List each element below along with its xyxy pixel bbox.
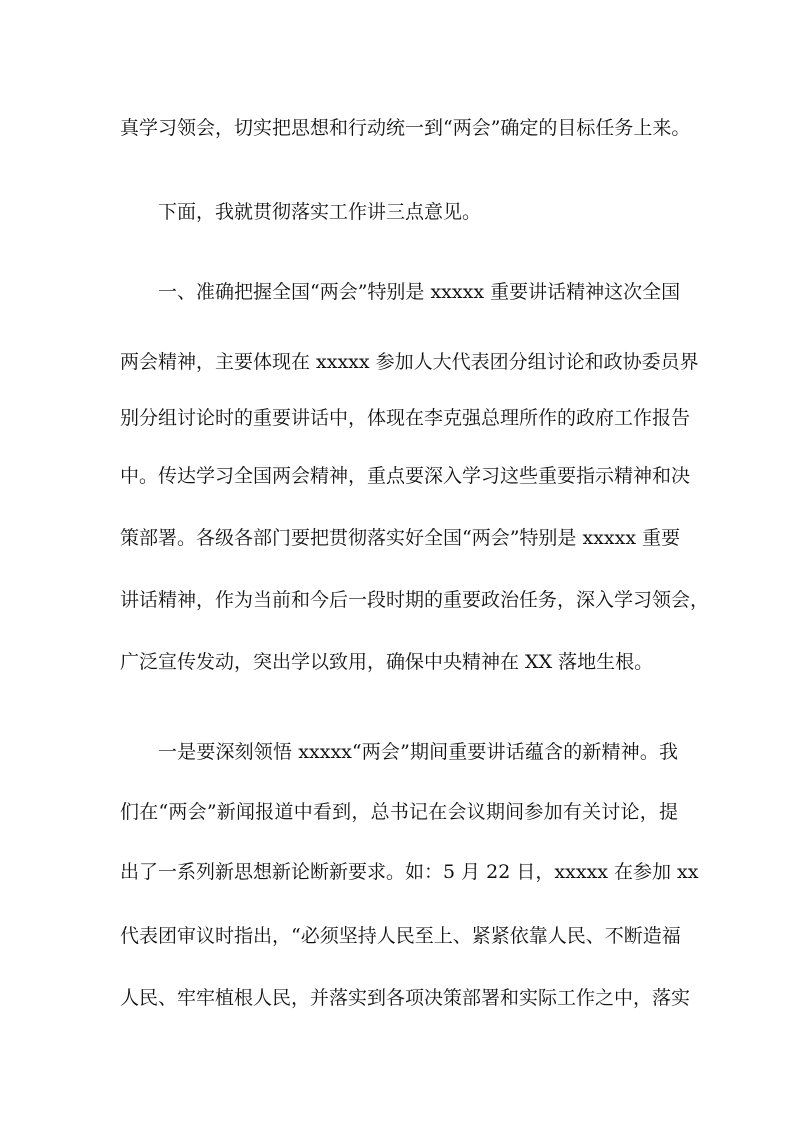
section-heading-line: 一、准确把握全国“两会”特别是 xxxxx 重要讲话精神这次全国 (158, 281, 681, 303)
body-text-line: 两会精神，主要体现在 xxxxx 参加人大代表团分组讨论和政协委员界 (120, 351, 699, 373)
body-text-line: 广泛宣传发动，突出学以致用，确保中央精神在 XX 落地生根。 (120, 651, 654, 673)
body-text-line: 人民、牢牢植根人民，并落实到各项决策部署和实际工作之中，落实 (120, 987, 691, 1009)
body-text-line: 真学习领会，切实把思想和行动统一到“两会”确定的目标任务上来。 (120, 117, 691, 139)
body-text-line: 策部署。各级各部门要把贯彻落实好全国“两会”特别是 xxxxx 重要 (120, 527, 681, 549)
body-text-line: 讲话精神，作为当前和今后一段时期的重要政治任务，深入学习领会， (120, 589, 710, 611)
body-text-line: 一是要深刻领悟 xxxxx“两会”期间重要讲话蕴含的新精神。我 (158, 741, 678, 763)
body-text-line: 出了一系列新思想新论断新要求。如：5 月 22 日，xxxxx 在参加 xx (120, 861, 699, 883)
body-text-line: 代表团审议时指出，“必须坚持人民至上、紧紧依靠人民、不断造福 (120, 925, 681, 947)
body-text-line: 中。传达学习全国两会精神，重点要深入学习这些重要指示精神和决 (120, 465, 691, 487)
body-text-line: 们在“两会”新闻报道中看到，总书记在会议期间参加有关讨论，提 (120, 801, 678, 823)
body-text-line: 下面，我就贯彻落实工作讲三点意见。 (158, 201, 482, 223)
body-text-line: 别分组讨论时的重要讲话中，体现在李克强总理所作的政府工作报告 (120, 407, 691, 429)
